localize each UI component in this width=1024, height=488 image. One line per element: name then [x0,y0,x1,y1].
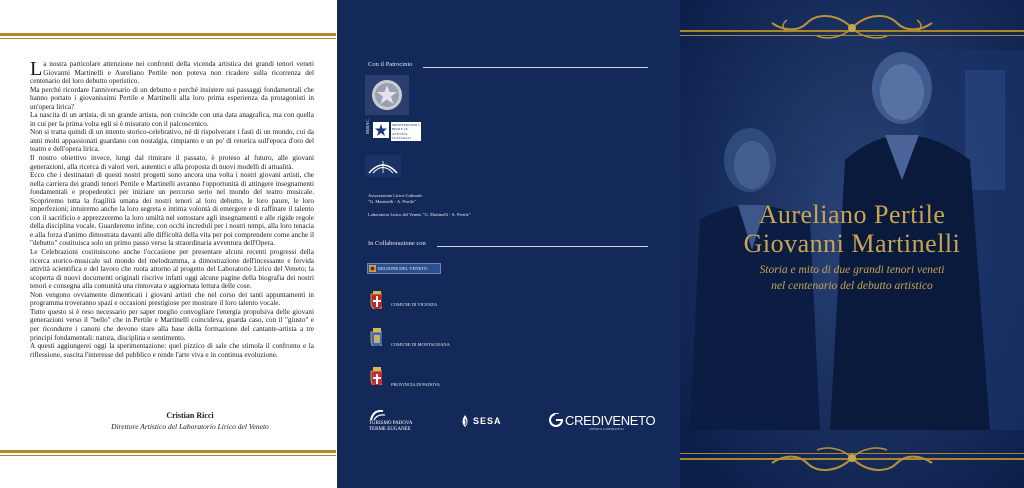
association-line1: Associazione Lirico-Culturale [368,193,423,198]
paragraph: Ecco che i destinatari di questi nostri progetti sono ancora una volta i nostri giovani artisti, che nella carriera dei grandi tenori Pertile e Martinelli avranno l'opportunità di attingere insegnamenti fondamentali e propedeutici per iniziare un percorso serio nel mondo del teatro musicale. Scopriremo tutta la fragilità umana dei nostri tenori al loro debutto, le loro paure, le loro imperfezioni; intuiremo anche la loro segreta e intima volontà di emergere e di raffinare il talento con il sacrificio e apprezzeremo la loro umiltà nel sottostare agli insegnamenti e alle rigide regole della disciplina vocale. Guarderemo infine, con occhi increduli per i nostri tempi, alla loro tenacia e alla forza d'animo dimostrata davanti alle difficoltà della vita per poi comprendere come anche il "debutto" costituisca solo un primo passo verso la straordinaria avventura dell'Opera. [30,171,314,248]
gold-band-bottom [0,450,336,453]
paragraph: La nascita di un artista, di un grande artista, non coincide con una data anagrafica, ma con quella in cui per la prima volta egli si è misurato con il palcoscenico. [30,111,314,128]
vicenza-label: COMUNE DI VICENZA [391,302,438,307]
top-ornament-icon [767,8,937,48]
sesa-logo [459,414,519,430]
gold-rule-top [0,38,336,39]
crediveneto-sublabel: CREDITO COOPERATIVO [589,427,624,431]
association-line2: "G. Martinelli - A. Pertile" [368,199,416,204]
signature [60,411,320,431]
drop-cap: L [30,58,43,80]
cover-title-line2: Giovanni Martinelli [743,229,961,258]
cover-title-line1: Aureliano Pertile [758,200,946,229]
crediveneto-mark-icon [549,413,563,427]
crediveneto-logo [549,413,659,433]
paragraph: Tutto questo si è reso necessario per saper meglio convogliare l'energia propulsiva delle giovani generazioni verso il "bello" che in Pertile e Martinelli coincideva, guarda caso, con il "giusto" e per ricondurre i canoni che devono stare alla base della formazione del cantante-artista a tre principi fondamentali: natura, disciplina e sentimento. [30,307,314,342]
regione-veneto-logo [367,263,441,274]
vicenza-crest-icon [370,291,382,309]
cover-subtitle-line2: nel centenario del debutto artistico [771,280,933,292]
turismo-line1: TURISMO PADOVA [369,421,413,426]
sesa-drop-icon [459,414,471,428]
paragraph: A questi aggiungerei oggi la sperimentazione: quel pizzico di sale che stimola il confronto e la riflessione, suscita l'interesse del pubblico e rende l'arte viva e in continua evoluzione. [30,342,314,359]
mibac-logo [365,120,435,150]
sponsors-panel [337,0,680,488]
padova-crest-icon [370,367,382,385]
montagnana-label: COMUNE DI MONTAGNANA [391,342,450,347]
regione-label: REGIONE DEL VENETO [378,265,428,271]
collaboration-label: In Collaborazione con [368,240,426,247]
paragraph: Le Celebrazioni costituiscono anche l'occasione per presentare alcuni recenti progressi della ricerca storico-musicale sul mondo del melodramma, a dimostrazione dell'incessante e fervida attività scientifica e del lavoro che ruota attorno al progetto del Laboratorio Lirico del Veneto; la scoperta di nuovi documenti originali riscrive infatti oggi alcune pagine della biografia dei nostri tenori e consegna alla comunità una rinnovata e aggiornata lettura delle cose. [30,248,314,291]
paragraph: Ma perché ricordare l'anniversario di un debutto e perché insistere sui passaggi fondamentali che hanno portato i giovanissimi Pertile e Martinelli alla loro prima esperienza da protagonisti in un'opera lirica? [30,85,314,111]
signature-name: Cristian Ricci [166,411,214,420]
turismo-line2: TERME EUGANEE [369,427,411,432]
introduction-text [30,60,314,359]
lion-of-st-mark-icon [369,265,376,272]
italian-republic-emblem-icon [365,75,409,115]
laboratorio-label: Laboratorio Lirico del Veneto "G. Martinelli - A. Pertile" [368,212,471,217]
bottom-ornament-icon [767,438,937,478]
cover-subtitle-line1: Storia e mito di due grandi tenori veneti [759,264,945,276]
paragraph: La nostra particolare attenzione nei confronti della vicenda artistica dei grandi tenori veneti Giovanni Martinelli e Aureliano Pertile non poteva non ricadere sulla ricorrenza del centenario del loro debutto operistico. [30,58,314,86]
signature-role: Direttore Artistico del Laboratorio Lirico del Veneto [111,422,269,431]
ministry-label: MINISTERO PER I BENI E LE ATTIVITÀ CULTURALI [392,123,420,140]
patronage-rule [423,67,648,68]
mibac-label: MiBAC [365,119,370,134]
paragraph: Non si tratta quindi di un intento storico-celebrativo, né di rispolverare i fasti di un mondo, cui da anni molti appassionati guardano con nostalgia, rimpianto e un po' di retorica sull'epoca d'oro del teatro e dell'opera lirica. [30,128,314,154]
paragraph: Il nostro obiettivo invece, lungi dal rimirare il passato, è proteso al futuro, alle giovani generazioni, alla ricerca di valori veri, autentici e alla proposta di nuovi modelli di attualità. [30,154,314,171]
patronage-label: Con il Patrocinio [368,61,413,68]
association-logo-icon [365,155,401,177]
padova-label: PROVINCIA DI PADOVA [391,382,441,387]
montagnana-crest-icon [370,328,382,346]
turismo-swirl-icon [369,408,387,422]
turismo-padova-logo [367,408,427,432]
gold-band-top [0,33,336,36]
sesa-label: SESA [473,416,502,426]
paragraph: Non vengono ovviamente dimenticati i giovani artisti che nel corso dei tanti appuntamenti in programma troveranno spazi e occasioni prestigiose per mostrare il loro talento vocale. [30,290,314,308]
crediveneto-label: CREDIVENETO [565,413,656,428]
cover-panel [680,0,1024,488]
collaboration-rule [437,246,648,247]
left-text-panel [0,0,336,488]
gold-rule-bottom [0,455,336,456]
mibac-star-icon [373,122,389,138]
